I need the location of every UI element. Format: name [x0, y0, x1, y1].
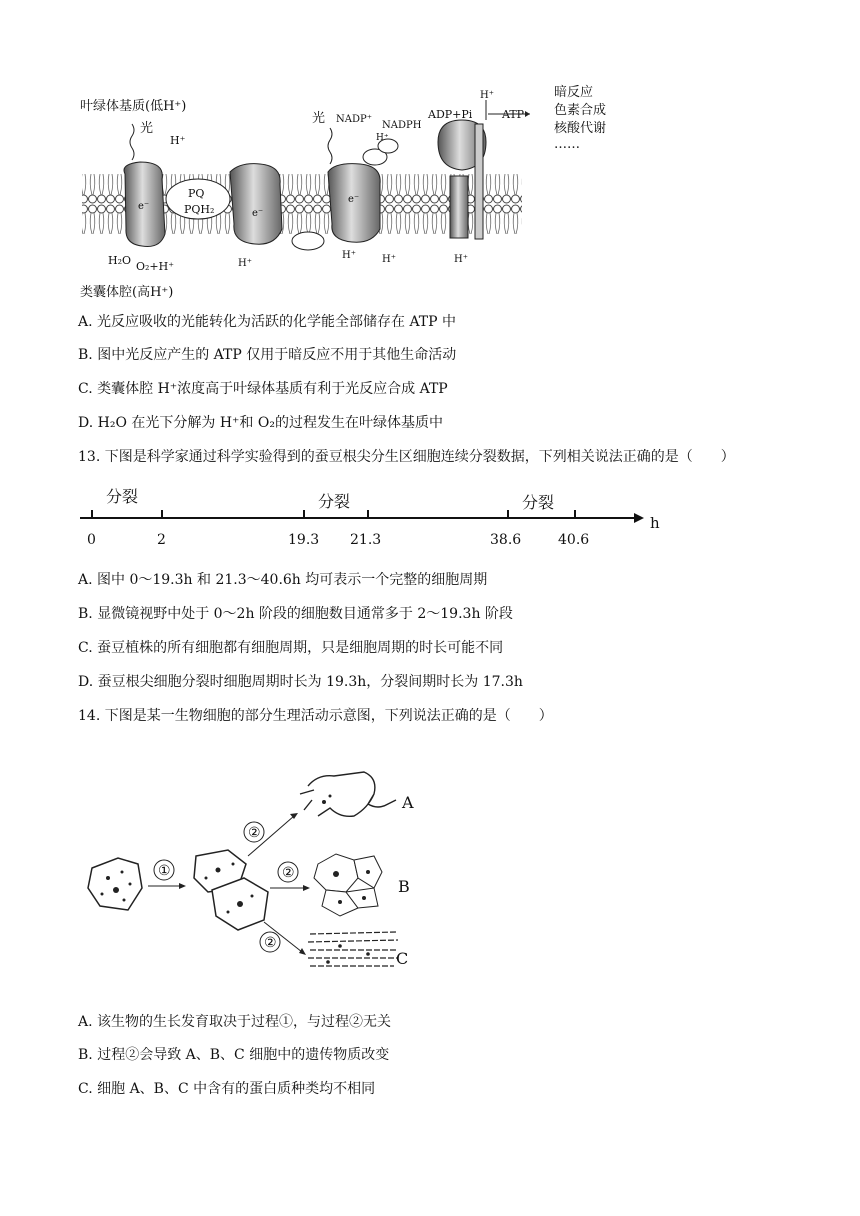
cell-cycle-timeline	[78, 480, 678, 550]
tick-2: 2	[157, 532, 166, 548]
q12-option-d: D. H₂O 在光下分解为 H⁺和 O₂的过程发生在叶绿体基质中	[78, 415, 443, 431]
lumen-label: 类囊体腔(高H⁺)	[80, 285, 174, 300]
use-1: 暗反应	[554, 85, 594, 100]
q12-option-b: B. 图中光反应产生的 ATP 仅用于暗反应不用于其他生命活动	[78, 347, 457, 363]
tick-19-3: 19.3	[288, 532, 320, 548]
q14-stem: 14. 下图是某一生物细胞的部分生理活动示意图，下列说法正确的是（ ）	[78, 708, 553, 724]
q13-option-d: D. 蚕豆根尖细胞分裂时细胞周期时长为 19.3h，分裂间期时长为 17.3h	[78, 674, 523, 690]
step-2-label-b: ②	[282, 865, 295, 881]
h2o-label: H₂O	[108, 254, 132, 267]
unit-label: h	[650, 514, 660, 532]
thylakoid-figure	[70, 84, 630, 304]
q13-option-b: B. 显微镜视野中处于 0～2h 阶段的细胞数目通常多于 2～19.3h 阶段	[78, 606, 513, 622]
use-2: 色素合成	[554, 103, 607, 118]
pqh2-label: PQH₂	[184, 203, 215, 216]
division-label-1: 分裂	[106, 487, 139, 506]
step-2-label-a: ②	[248, 825, 261, 841]
electron-label-3: e⁻	[348, 194, 360, 205]
q13-option-a: A. 图中 0～19.3h 和 21.3～40.6h 均可表示一个完整的细胞周期	[78, 572, 488, 588]
cell-label-a: A	[402, 793, 414, 812]
o2-h-label: O₂+H⁺	[136, 260, 175, 273]
electron-label-1: e⁻	[138, 201, 150, 212]
tick-40-6: 40.6	[558, 532, 590, 548]
q13-option-c: C. 蚕豆植株的所有细胞都有细胞周期，只是细胞周期的时长可能不同	[78, 640, 504, 656]
h-plus-lumen-4: H⁺	[454, 254, 468, 265]
q14-option-b: B. 过程②会导致 A、B、C 细胞中的遗传物质改变	[78, 1047, 390, 1063]
use-3: 核酸代谢	[554, 121, 607, 136]
division-label-2: 分裂	[318, 492, 351, 511]
light-label-2: 光	[312, 111, 326, 126]
q13-stem: 13. 下图是科学家通过科学实验得到的蚕豆根尖分生区细胞连续分裂数据，下列相关说法正确的是（ ）	[78, 449, 735, 465]
division-label-3: 分裂	[522, 493, 555, 512]
h-plus-lumen-1: H⁺	[238, 258, 252, 269]
q14-option-a: A. 该生物的生长发育取决于过程①，与过程②无关	[78, 1014, 392, 1030]
nadph-label: NADPH	[382, 120, 422, 131]
cell-differentiation-figure	[78, 760, 438, 980]
tick-0: 0	[87, 532, 96, 548]
pq-label: PQ	[188, 187, 205, 200]
light-label-1: 光	[140, 121, 154, 136]
cell-label-c: C	[396, 949, 409, 968]
atp-label: ATP	[502, 108, 525, 121]
h-plus-lumen-2: H⁺	[342, 250, 356, 261]
q12-option-a: A. 光反应吸收的光能转化为活跃的化学能全部储存在 ATP 中	[78, 314, 457, 330]
h-plus-lumen-3: H⁺	[382, 254, 396, 265]
q12-option-c: C. 类囊体腔 H⁺浓度高于叶绿体基质有利于光反应合成 ATP	[78, 381, 448, 397]
use-4: ……	[554, 137, 580, 152]
stroma-label: 叶绿体基质(低H⁺)	[80, 99, 187, 114]
h-plus-label: H⁺	[170, 134, 186, 147]
cell-label-b: B	[398, 877, 410, 896]
step-2-label-c: ②	[264, 935, 277, 951]
adp-pi-label: ADP+Pi	[428, 108, 473, 121]
tick-21-3: 21.3	[350, 532, 382, 548]
step-1-label: ①	[158, 863, 171, 879]
electron-label-2: e⁻	[252, 208, 264, 219]
nadp-label: NADP⁺	[336, 114, 372, 125]
q14-option-c: C. 细胞 A、B、C 中含有的蛋白质种类均不相同	[78, 1081, 376, 1097]
h-plus-nadp: H⁺	[376, 133, 389, 143]
h-plus-top: H⁺	[480, 90, 494, 101]
tick-38-6: 38.6	[490, 532, 522, 548]
